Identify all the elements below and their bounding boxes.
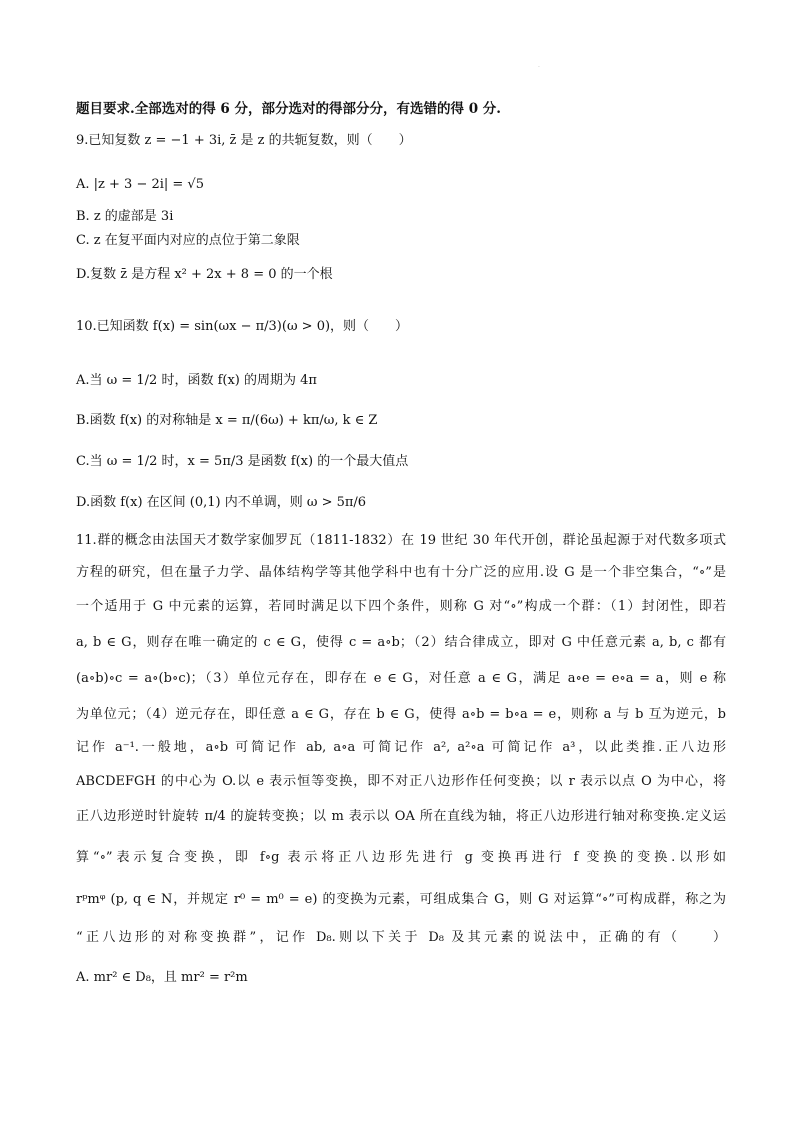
q11-line-4: a, b ∈ G，则存在唯一确定的 c ∈ G，使得 c = a∘b；（2）结合律成立，即对 G 中任意元素 a, b, c 都有 (76, 635, 726, 650)
q10-stem: 10.已知函数 f(x) = sin(ωx − π/3)(ω > 0)，则（ ） (76, 319, 409, 334)
q11-line-3: 一个适用于 G 中元素的运算，若同时满足以下四个条件，则称 G 对“∘”构成一个群：（1）封闭性，即若 (76, 599, 726, 614)
q11-line-7: 记作 a⁻¹.一般地，a∘b 可简记作 ab, a∘a 可简记作 a², a²∘a 可简记作 a³，以此类推.正八边形 (76, 740, 726, 755)
q9-stem: 9.已知复数 z = −1 + 3i, z̄ 是 z 的共轭复数，则（ ） (76, 133, 412, 148)
q11-option-a: A. mr² ∈ D₈，且 mr² = r²m (76, 970, 248, 985)
q11-line-10: 算“∘”表示复合变换，即 f∘g 表示将正八边形先进行 g 变换再进行 f 变换的变换.以形如 (76, 850, 726, 865)
q11-line-11: rᵖmᵠ (p, q ∈ N，并规定 r⁰ = m⁰ = e) 的变换为元素，可组成集合 G，则 G 对运算“∘”可构成群，称之为 (76, 892, 726, 907)
q11-line-5: (a∘b)∘c = a∘(b∘c)；（3）单位元存在，即存在 e ∈ G，对任意 a ∈ G，满足 a∘e = e∘a = a，则 e 称 (76, 671, 726, 686)
q10-option-d: D.函数 f(x) 在区间 (0,1) 内不单调，则 ω > 5π/6 (76, 495, 367, 510)
q9-option-b: B. z 的虚部是 3i (76, 209, 174, 224)
q10-option-a: A.当 ω = 1/2 时，函数 f(x) 的周期为 4π (76, 373, 317, 388)
header-mark: · (538, 64, 540, 71)
q11-line-1: 11.群的概念由法国天才数学家伽罗瓦（1811-1832）在 19 世纪 30 年代开创，群论虽起源于对代数多项式 (76, 533, 726, 548)
q9-option-a: A. |z + 3 − 2i| = √5 (76, 177, 204, 192)
q11-line-12: “正八边形的对称变换群”，记作 D₈.则以下关于 D₈ 及其元素的说法中，正确的有（ ） (76, 930, 726, 945)
q11-line-8: ABCDEFGH 的中心为 O.以 e 表示恒等变换，即不对正八边形作任何变换；以 r 表示以点 O 为中心，将 (76, 774, 726, 789)
q10-option-c: C.当 ω = 1/2 时，x = 5π/3 是函数 f(x) 的一个最大值点 (76, 454, 409, 469)
q9-option-c: C. z 在复平面内对应的点位于第二象限 (76, 233, 300, 248)
scoring-instruction: 题目要求.全部选对的得 6 分，部分选对的得部分分，有选错的得 0 分. (76, 101, 501, 117)
q11-line-2: 方程的研究，但在量子力学、晶体结构学等其他学科中也有十分广泛的应用.设 G 是一个非空集合，“∘”是 (76, 565, 726, 580)
q11-line-6: 为单位元；（4）逆元存在，即任意 a ∈ G，存在 b ∈ G，使得 a∘b = b∘a = e，则称 a 与 b 互为逆元，b (76, 707, 726, 722)
q10-option-b: B.函数 f(x) 的对称轴是 x = π/(6ω) + kπ/ω, k ∈ Z (76, 413, 378, 428)
q11-line-9: 正八边形逆时针旋转 π/4 的旋转变换；以 m 表示以 OA 所在直线为轴，将正八边形进行轴对称变换.定义运 (76, 809, 726, 824)
q9-option-d: D.复数 z̄ 是方程 x² + 2x + 8 = 0 的一个根 (76, 267, 333, 282)
